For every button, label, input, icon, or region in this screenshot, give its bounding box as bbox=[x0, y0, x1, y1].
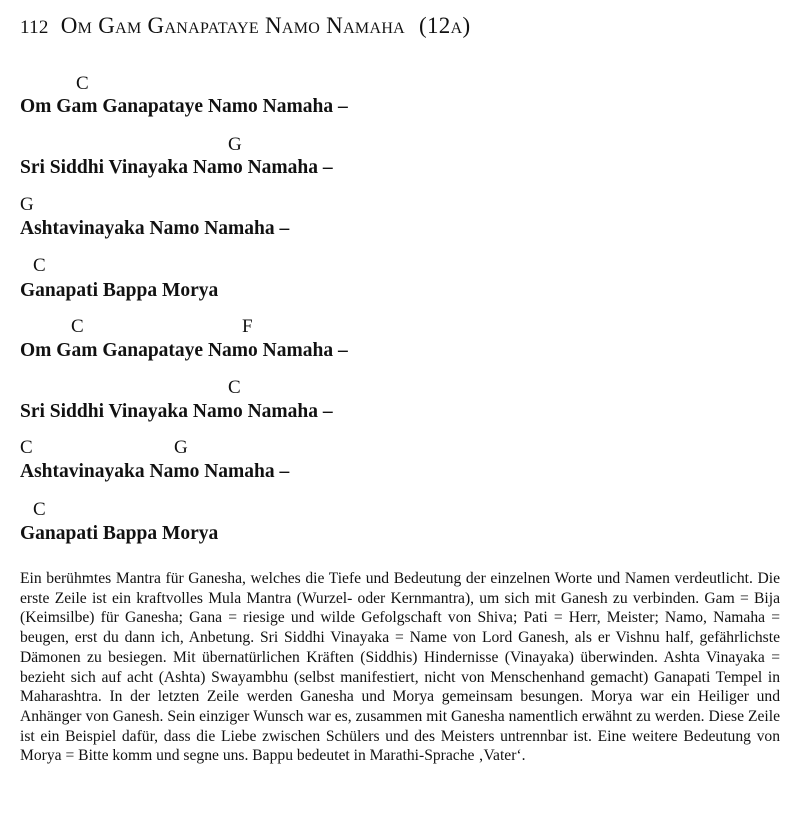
page-number: 112 bbox=[20, 17, 49, 38]
chord: C bbox=[33, 255, 46, 276]
chord: G bbox=[174, 437, 188, 458]
chord: F bbox=[242, 316, 253, 337]
chord: C bbox=[228, 377, 241, 398]
lyric-line: Ashtavinayaka Namo Namaha – bbox=[20, 461, 290, 482]
chord: C bbox=[33, 499, 46, 520]
chord: G bbox=[228, 134, 242, 155]
chord: C bbox=[20, 437, 33, 458]
song-number: (12a) bbox=[419, 13, 471, 38]
lyric-line: Om Gam Ganapataye Namo Namaha – bbox=[20, 340, 348, 361]
chord-line bbox=[0, 255, 807, 277]
chord-line bbox=[0, 194, 807, 216]
lyric-line: Ganapati Bappa Morya bbox=[20, 280, 219, 301]
chord: C bbox=[71, 316, 84, 337]
lyric-line: Ganapati Bappa Morya bbox=[20, 523, 219, 544]
description-paragraph: Ein berühmtes Mantra für Ganesha, welches die Tiefe und Bedeutung der einzelnen Worte und Namen verdeutlicht. Die erste Zeile ist ein kraftvolles Mula Mantra (Wurzel- oder Kernmantra), um sich mit Ganesh zu verbinden. Gam = Bija (Keimsilbe) für Ganesha; Gana = riesige und wilde Gefolgschaft von Shiva; Pati = Herr, Meister; Namo, Namaha = beugen, erst du dann ich, Anbetung. Sri Siddhi Vinayaka = Name von Lord Ganesh, als er Vishnu half, gefährlichste Dämonen zu besiegen. Mit übernatürlichen Kräften (Siddhis) Hindernisse (Vinayaka) überwinden. Ashta Vinayaka = bezieht sich auf acht (Ashta) Swayambhu (selbst manifestiert, nicht von Menschenhand gemacht) Ganapati Tempel in Maharashtra. In der letzten Zeile werden Ganesha und Morya gemeinsam besungen. Morya war ein Heiliger und Anhänger von Ganesh. Sein einziger Wunsch war es, zusammen mit Ganesha namentlich erwähnt zu werden. Diese Zeile ist ein Beispiel dafür, dass die Liebe zwischen Schülers und des Meisters untrennbar ist. Eine weitere Bedeutung von Morya = Bitte komm und segne uns. Bappu bedeutet in Marathi-Sprache ‚Vater‘. bbox=[20, 570, 780, 765]
lyric-line: Sri Siddhi Vinayaka Namo Namaha – bbox=[20, 157, 333, 178]
chord: G bbox=[20, 194, 34, 215]
chord-line bbox=[0, 316, 807, 338]
lyric-line: Om Gam Ganapataye Namo Namaha – bbox=[20, 96, 348, 117]
chord-line bbox=[0, 377, 807, 399]
lyric-line: Ashtavinayaka Namo Namaha – bbox=[20, 218, 290, 239]
chord: C bbox=[76, 73, 89, 94]
chord-line bbox=[0, 134, 807, 156]
chord-line bbox=[0, 437, 807, 459]
chord-line bbox=[0, 73, 807, 95]
chord-line bbox=[0, 499, 807, 521]
song-title: Om Gam Ganapataye Namo Namaha bbox=[60, 13, 406, 38]
page-header bbox=[20, 13, 470, 39]
lyric-line: Sri Siddhi Vinayaka Namo Namaha – bbox=[20, 401, 333, 422]
